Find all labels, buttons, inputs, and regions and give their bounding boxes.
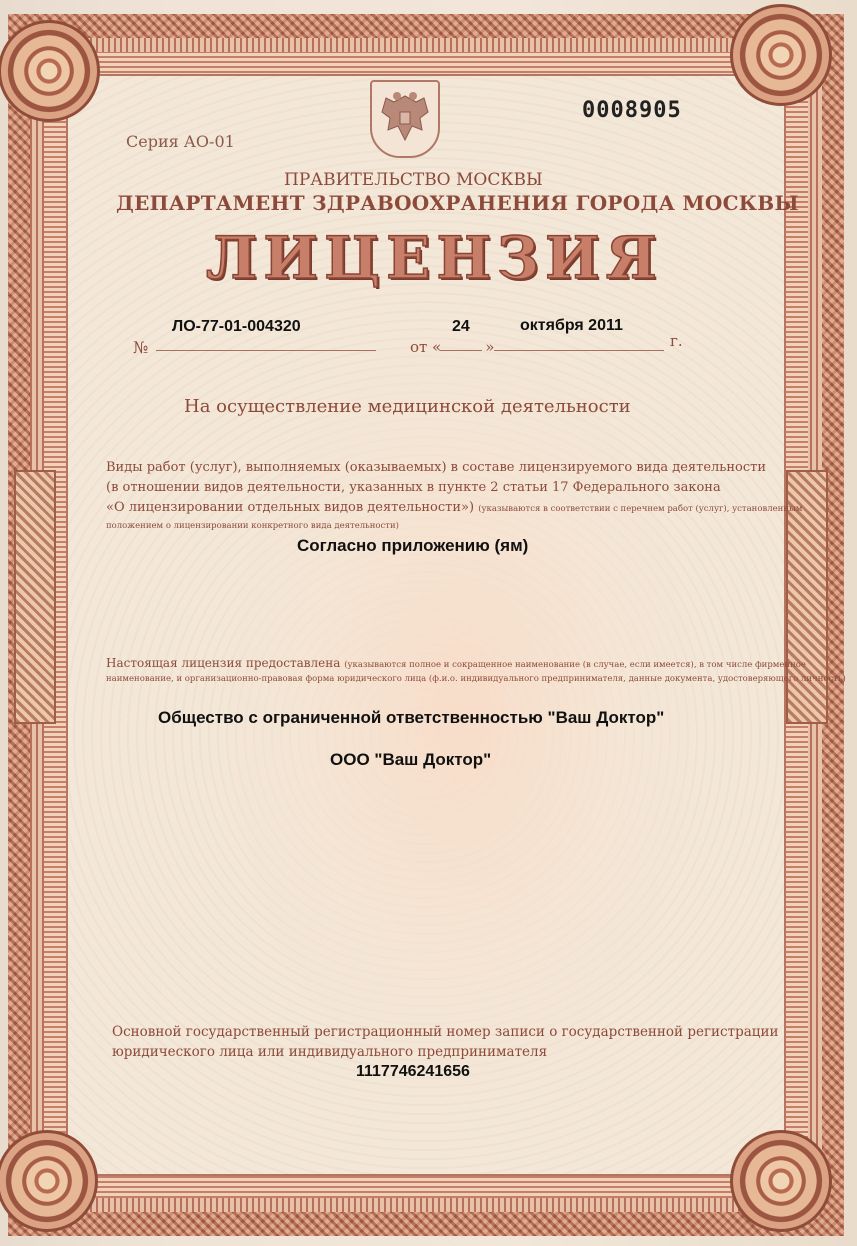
licensee-text-line-2: наименование, и организационно-правовая форма юридического лица (ф.и.о. индивидуального предпринимателя, данные документа, удостоверяющего личность)	[106, 674, 846, 684]
licensee-text-line-1: Настоящая лицензия предоставлена (указываются полное и сокращенное наименование (в случае, если имеется), в том числе фирменное	[106, 656, 806, 670]
number-underline	[156, 350, 376, 351]
works-text-line-2: (в отношении видов деятельности, указанных в пункте 2 статьи 17 Федерального закона	[106, 480, 721, 495]
number-label: №	[133, 338, 149, 357]
day-underline	[440, 350, 482, 351]
rosette-ornament-top-right	[730, 4, 832, 106]
registration-number: 1117746241656	[356, 1063, 470, 1080]
license-month-year: октября 2011	[520, 317, 623, 334]
coat-of-arms-icon	[370, 80, 440, 158]
works-text-line-4: положением о лицензировании конкретного вида деятельности)	[106, 521, 399, 531]
year-suffix: г.	[670, 332, 683, 350]
license-number: ЛО-77-01-004320	[172, 318, 301, 335]
licensee-note: (указываются полное и сокращенное наименование (в случае, если имеется), в том числе фирменное	[344, 660, 806, 670]
date-label: от « »	[410, 338, 495, 356]
license-day: 24	[452, 318, 470, 335]
serial-number: 0008905	[582, 98, 682, 123]
rosette-ornament-bottom-left	[0, 1130, 98, 1232]
month-underline	[494, 350, 664, 351]
licensee-full-name: Общество с ограниченной ответственностью "Ваш Доктор"	[158, 708, 665, 727]
rosette-ornament-bottom-right	[730, 1130, 832, 1232]
works-value: Согласно приложению (ям)	[297, 536, 529, 555]
works-note: (указываются в соответствии с перечнем работ (услуг), установленным	[478, 504, 803, 514]
registration-text-line-1: Основной государственный регистрационный номер записи о государственной регистрации	[112, 1024, 779, 1040]
licensee-short-name: ООО "Ваш Доктор"	[330, 750, 492, 769]
government-name: ПРАВИТЕЛЬСТВО МОСКВЫ	[284, 170, 543, 190]
department-name: ДЕПАРТАМЕНТ ЗДРАВООХРАНЕНИЯ ГОРОДА МОСКВЫ	[116, 191, 799, 215]
works-text-line-1: Виды работ (услуг), выполняемых (оказываемых) в составе лицензируемого вида деятельности	[106, 460, 766, 475]
works-text-line-3: «О лицензировании отдельных видов деятельности») (указываются в соответствии с перечнем работ (услуг), установленным	[106, 500, 803, 515]
license-purpose: На осуществление медицинской деятельности	[184, 396, 631, 417]
registration-text-line-2: юридического лица или индивидуального предпринимателя	[112, 1044, 548, 1060]
series-label: Серия АО-01	[126, 132, 235, 151]
document-title: ЛИЦЕНЗИЯ	[206, 224, 663, 292]
left-ornament-panel	[14, 470, 56, 724]
rosette-ornament-top-left	[0, 20, 100, 122]
